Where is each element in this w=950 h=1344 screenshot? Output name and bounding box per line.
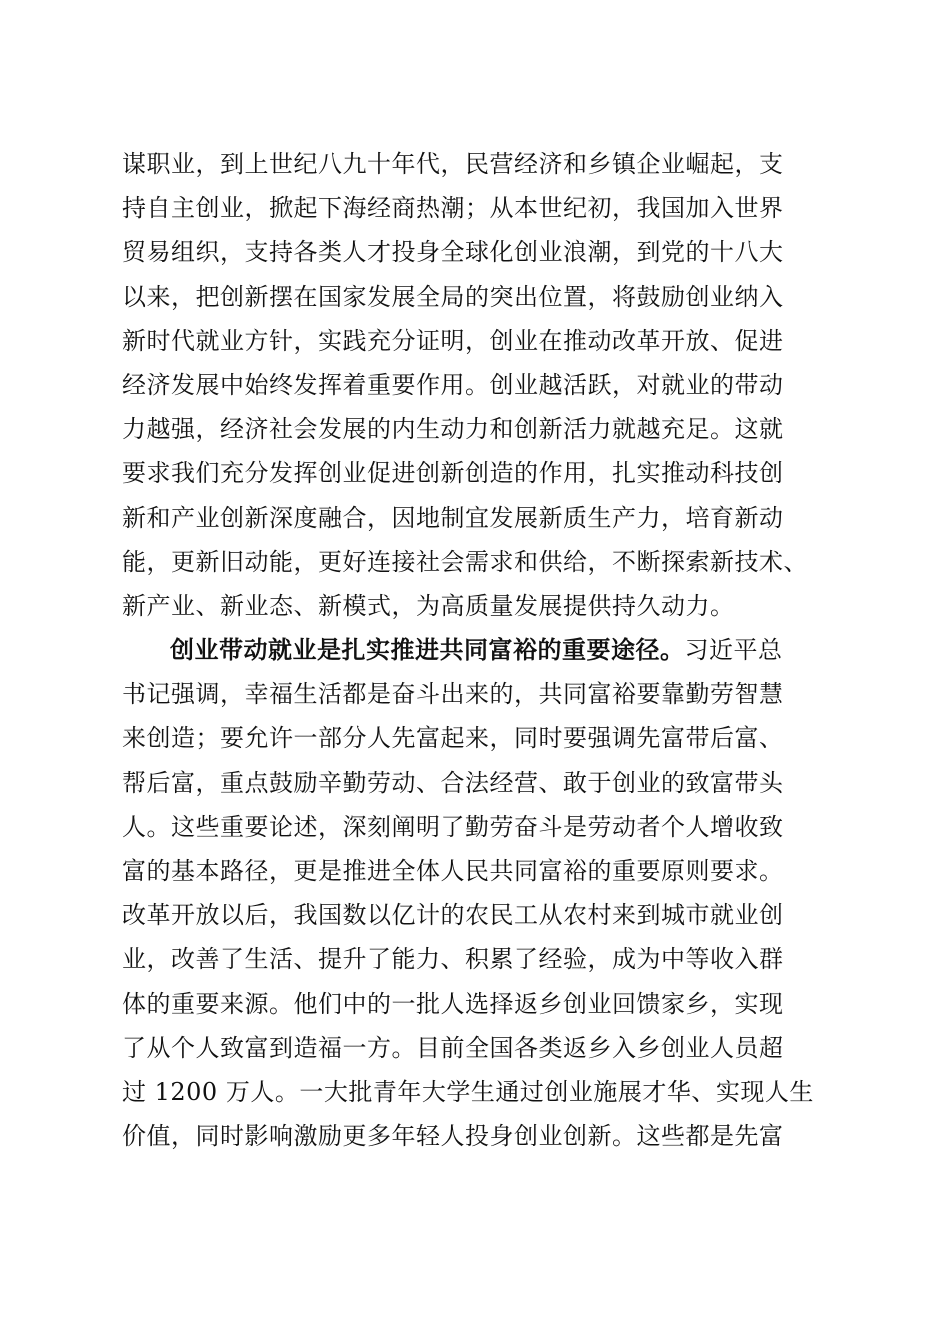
- document-body: [122, 142, 842, 1158]
- text-line: 了从个人致富到造福一方。目前全国各类返乡入乡创业人员超: [122, 1033, 784, 1062]
- text-line: 新和产业创新深度融合，因地制宜发展新质生产力，培育新动: [122, 503, 784, 532]
- paragraph-2-first-line: [122, 628, 842, 672]
- text-line: 力越强，经济社会发展的内生动力和创新活力就越充足。这就: [122, 415, 784, 444]
- paragraph-lead-sentence: 创业带动就业是扎实推进共同富裕的重要途径。: [170, 635, 685, 665]
- text-line: 经济发展中始终发挥着重要作用。创业越活跃，对就业的带动: [122, 370, 784, 399]
- text-line: 来创造；要允许一部分人先富起来，同时要强调先富带后富、: [122, 724, 784, 753]
- text-line: 持自主创业，掀起下海经商热潮；从本世纪初，我国加入世界: [122, 194, 784, 223]
- paragraph-2: [122, 628, 842, 1158]
- text-line: 书记强调，幸福生活都是奋斗出来的，共同富裕要靠勤劳智慧: [122, 680, 784, 709]
- text-line: 人。这些重要论述，深刻阐明了勤劳奋斗是劳动者个人增收致: [122, 812, 784, 841]
- text-line: 体的重要来源。他们中的一批人选择返乡创业回馈家乡，实现: [122, 989, 784, 1018]
- text-line: 以来，把创新摆在国家发展全局的突出位置，将鼓励创业纳入: [122, 282, 784, 311]
- text-line: 贸易组织，支持各类人才投身全球化创业浪潮，到党的十八大: [122, 238, 784, 267]
- text-line: 业，改善了生活、提升了能力、积累了经验，成为中等收入群: [122, 945, 784, 974]
- paragraph-1: [122, 142, 842, 628]
- text-line: 富的基本路径，更是推进全体人民共同富裕的重要原则要求。: [122, 857, 784, 885]
- text-line: 能，更新旧动能，更好连接社会需求和供给，不断探索新技术、: [122, 547, 808, 576]
- text-line: 谋职业，到上世纪八九十年代，民营经济和乡镇企业崛起，支: [122, 150, 784, 178]
- text-line: 要求我们充分发挥创业促进创新创造的作用，扎实推动科技创: [122, 459, 784, 488]
- text-line: 过 1200 万人。一大批青年大学生通过创业施展才华、实现人生: [122, 1077, 814, 1106]
- text-line: 新时代就业方针，实践充分证明，创业在推动改革开放、促进: [122, 326, 784, 355]
- text-line: 改革开放以后，我国数以亿计的农民工从农村来到城市就业创: [122, 901, 784, 930]
- text-line: 价值，同时影响激励更多年轻人投身创业创新。这些都是先富: [122, 1122, 784, 1151]
- paragraph-first-line-rest: 习近平总: [684, 636, 783, 665]
- text-line: 新产业、新业态、新模式，为高质量发展提供持久动力。: [122, 591, 735, 620]
- text-line: 帮后富，重点鼓励辛勤劳动、合法经营、敢于创业的致富带头: [122, 768, 784, 797]
